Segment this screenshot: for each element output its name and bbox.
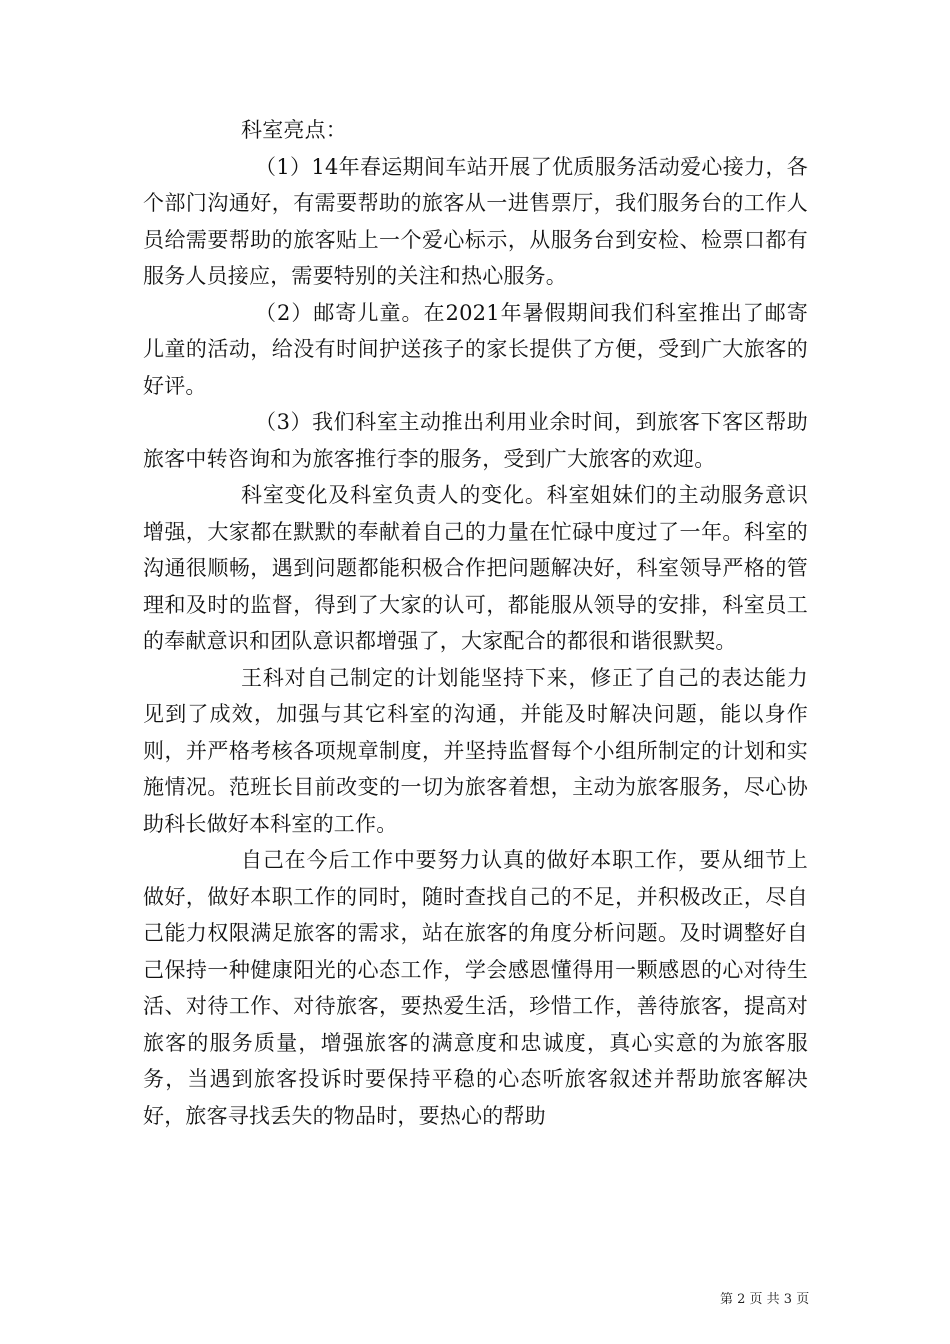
section-heading: 科室亮点： [241, 118, 347, 142]
highlight-item-2: （2）邮寄儿童。在2021年暑假期间我们科室推出了邮寄儿童的活动，给没有时间护送孩子的家长提供了方便，受到广大旅客的好评。 [143, 300, 808, 398]
highlight-item-1: （1）14年春运期间车站开展了优质服务活动爱心接力，各个部门沟通好，有需要帮助的旅客从一进售票厅，我们服务台的工作人员给需要帮助的旅客贴上一个爱心标示，从服务台到安检、检票口都有服务人员接应，需要特别的关注和热心服务。 [143, 154, 808, 288]
paragraph-department-changes: 科室变化及科室负责人的变化。科室姐妹们的主动服务意识增强，大家都在默默的奉献着自己的力量在忙碌中度过了一年。科室的沟通很顺畅，遇到问题都能积极合作把问题解决好，科室领导严格的管理和及时的监督，得到了大家的认可，都能服从领导的安排，科室员工的奉献意识和团队意识都增强了，大家配合的都很和谐很默契。 [143, 483, 808, 653]
page-number-footer: 第 2 页 共 3 页 [720, 1292, 810, 1307]
document-body [143, 112, 808, 1134]
paragraph-future-plans: 自己在今后工作中要努力认真的做好本职工作，要从细节上做好，做好本职工作的同时，随时查找自己的不足，并积极改正，尽自己能力权限满足旅客的需求，站在旅客的角度分析问题。及时调整好自己保持一种健康阳光的心态工作，学会感恩懂得用一颗感恩的心对待生活、对待工作、对待旅客，要热爱生活，珍惜工作，善待旅客，提高对旅客的服务质量，增强旅客的满意度和忠诚度，真心实意的为旅客服务，当遇到旅客投诉时要保持平稳的心态听旅客叙述并帮助旅客解决好，旅客寻找丢失的物品时，要热心的帮助 [143, 848, 808, 1128]
paragraph-supervisor-review: 王科对自己制定的计划能坚持下来，修正了自己的表达能力见到了成效，加强与其它科室的沟通，并能及时解决问题，能以身作则，并严格考核各项规章制度，并坚持监督每个小组所制定的计划和实施情况。范班长目前改变的一切为旅客着想，主动为旅客服务，尽心协助科长做好本科室的工作。 [143, 665, 808, 836]
highlight-item-3: （3）我们科室主动推出利用业余时间，到旅客下客区帮助旅客中转咨询和为旅客推行李的服务，受到广大旅客的欢迎。 [143, 410, 808, 471]
